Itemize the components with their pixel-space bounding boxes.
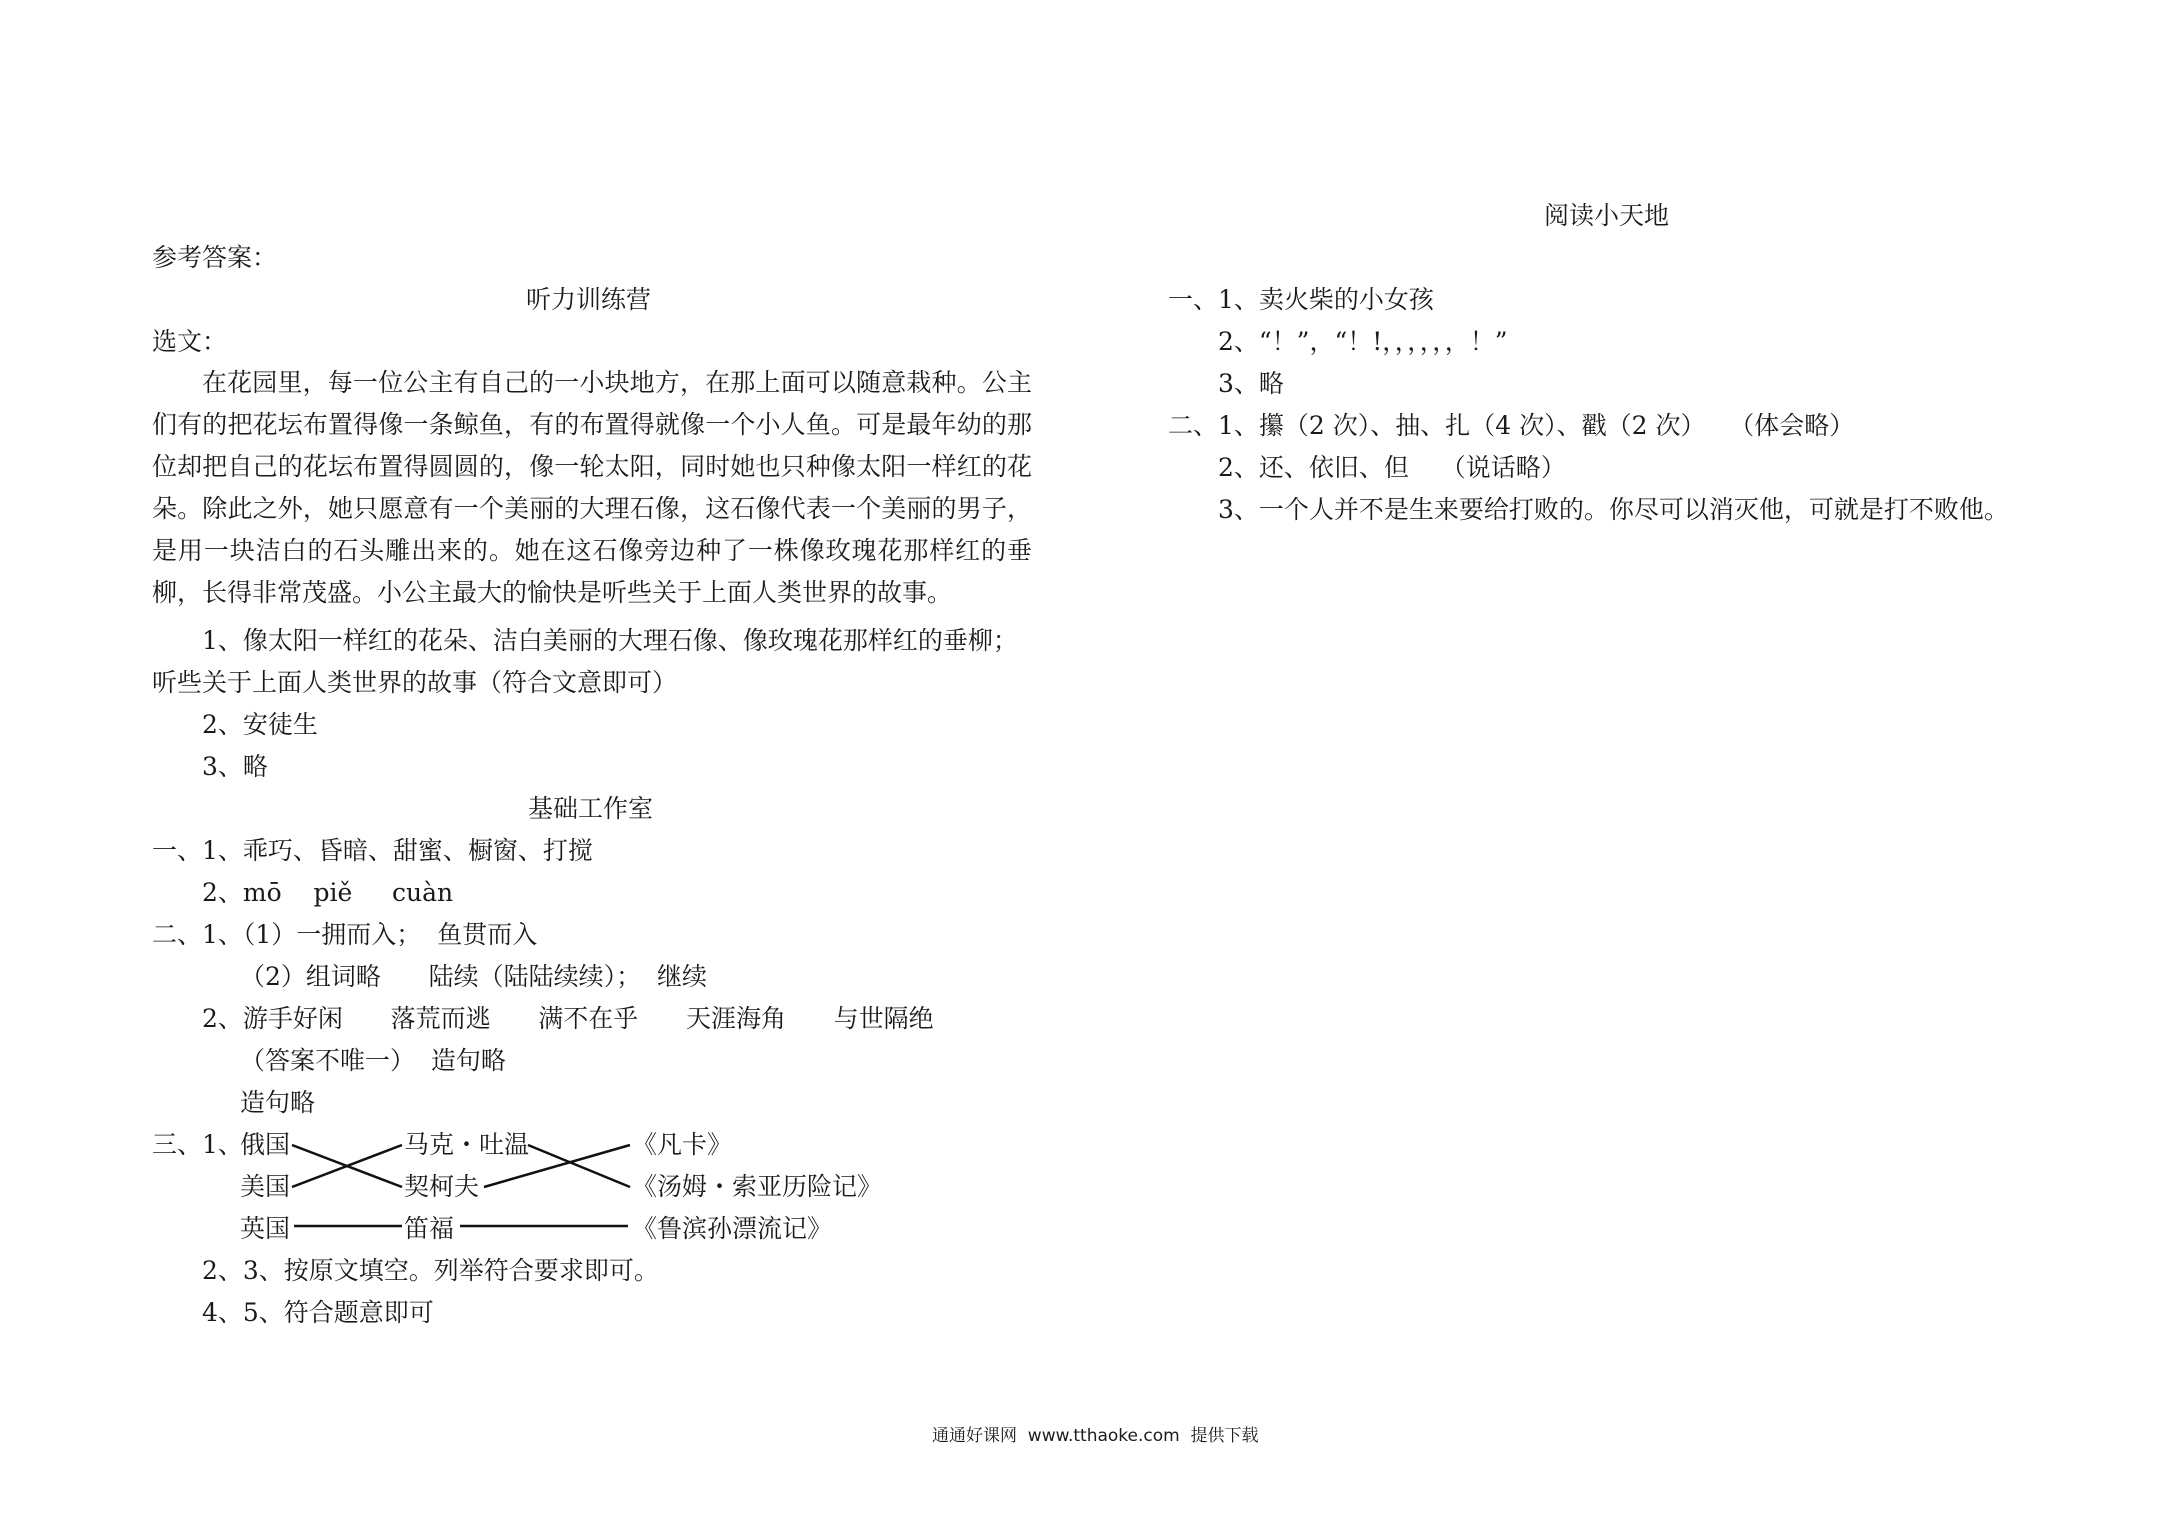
reading-2-1: 二、1、攥（2 次）、抽、扎（4 次）、戳（2 次） （体会略） (1168, 411, 1855, 440)
reading-1-1: 一、1、卖火柴的小女孩 (1168, 285, 1434, 314)
reading-2-2: 2、还、依旧、但 （说话略） (1218, 453, 1566, 482)
answer-2: 2、安徒生 (202, 710, 318, 739)
reading-1-2: 2、“！”，“！!，，，，，，！” (1218, 327, 1508, 356)
country-usa: 美国 (240, 1172, 291, 1201)
basic-2-2b: （答案不唯一） 造句略 (240, 1046, 506, 1075)
answer-1-line-1: 1、像太阳一样红的花朵、洁白美丽的大理石像、像玫瑰花那样红的垂柳； (202, 626, 1018, 655)
basic-2-2: 2、游手好闲 落荒而逃 满不在乎 天涯海角 与世隔绝 (202, 1004, 934, 1033)
book-tom-sawyer: 《汤姆・索亚历险记》 (632, 1172, 883, 1201)
passage-text: 在花园里，每一位公主有自己的一小块地方，在那上面可以随意栽种。公主们有的把花坛布置得像一条鲸鱼，有的布置得就像一个小人鱼。可是最年幼的那位却把自己的花坛布置得圆圆的，像一轮太阳，同时她也只种像太阳一样红的花朵。除此之外，她只愿意有一个美丽的大理石像，这石像代表一个美丽的男子，是用一块洁白的石头雕出来的。她在这石像旁边种了一株像玫瑰花那样红的垂柳，长得非常茂盛。小公主最大的愉快是听些关于上面人类世界的故事。 (152, 368, 1032, 607)
match-line-chekhov-vanka (484, 1145, 630, 1187)
basic-3-2: 2、3、按原文填空。列举符合要求即可。 (202, 1256, 659, 1285)
footer-source: 通通好课网 www.tthaoke.com 提供下载 (932, 1426, 1259, 1446)
reading-2-3: 3、一个人并不是生来要给打败的。你尽可以消灭他，可就是打不败他。 (1218, 495, 2009, 524)
basic-3-3: 4、5、符合题意即可 (202, 1298, 434, 1327)
basic-2-1: 二、1、（1）一拥而入； 鱼贯而入 (152, 920, 538, 949)
basic-2-2c: 造句略 (240, 1088, 316, 1117)
author-chekhov: 契柯夫 (404, 1172, 480, 1201)
answer-1-line-2: 听些关于上面人类世界的故事（符合文意即可） (152, 668, 678, 697)
section-title-reading: 阅读小天地 (1544, 201, 1670, 230)
book-vanka: 《凡卡》 (632, 1130, 733, 1159)
basic-1-2-pinyin: 2、mō piě cuàn (202, 878, 454, 907)
author-mark-twain: 马克・吐温 (404, 1130, 530, 1159)
answer-3: 3、略 (202, 752, 268, 781)
basic-3-prefix: 三、1、 (152, 1130, 243, 1159)
answer-header: 参考答案： (152, 243, 278, 272)
section-title-basic: 基础工作室 (528, 794, 654, 823)
match-line-twain-tom (528, 1145, 630, 1187)
author-defoe: 笛福 (404, 1214, 455, 1243)
country-russia: 俄国 (240, 1130, 291, 1159)
country-uk: 英国 (240, 1214, 291, 1243)
section-title-listening: 听力训练营 (526, 285, 652, 314)
reading-1-3: 3、略 (1218, 369, 1284, 398)
basic-2-1b: （2）组词略 陆续（陆陆续续）； 继续 (240, 962, 707, 991)
passage-label: 选文： (152, 327, 228, 356)
basic-1-1: 一、1、乖巧、昏暗、甜蜜、橱窗、打搅 (152, 836, 593, 865)
book-robinson-crusoe: 《鲁滨孙漂流记》 (632, 1214, 833, 1243)
